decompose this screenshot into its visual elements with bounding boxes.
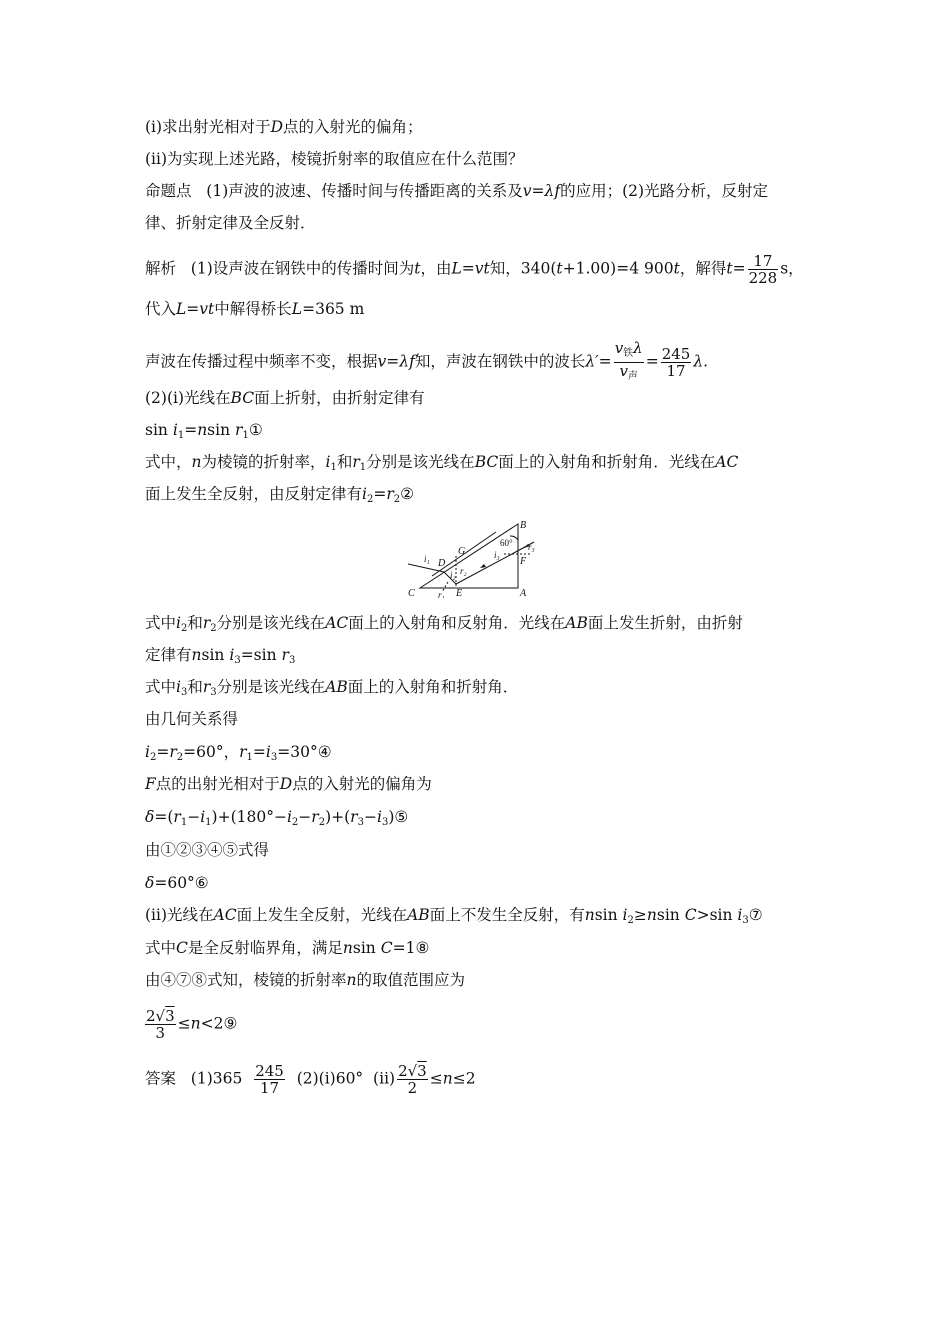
range-fraction: $\frac{2√3}{3}$ [146, 1007, 175, 1042]
critical-angle-line: 式中C是全反射临界角，满足nsin C=1⑧ [145, 939, 430, 957]
label-i3: i₃ [494, 550, 500, 560]
proposition-line-1: 命题点 (1)声波的波速、传播时间与传播距离的关系及v=λf的应用；(2)光路分析，反射定 [145, 182, 769, 200]
analysis-line-2: 代入L=vt中解得桥长L=365 m [145, 300, 365, 318]
question-i: (ⅰ)求出射光相对于D点的入射光的偏角； [145, 118, 423, 136]
wavelength-ratio-fraction: $\frac{245}{17}$ [661, 345, 691, 380]
equation-5: $\delta=(r_1-i_1)+(180^\circ-i_2-r_2)+(r_3-i_3)⑤$ [145, 808, 409, 828]
label-angle: 60° [500, 538, 513, 548]
explain-line-2: 面上发生全反射，由反射定律有$i_2=r_2②$ [145, 485, 415, 505]
label-i2: i₂ [450, 570, 456, 580]
equation-6: δ=60°⑥ [145, 874, 209, 892]
label-r2: r₂ [460, 566, 467, 576]
geometry-line: 由几何关系得 [145, 710, 239, 728]
deviation-intro: F点的出射光相对于D点的入射光的偏角为 [145, 775, 432, 793]
wavelength-fraction: $\frac{v_铁\lambda}{v_声}$ [614, 339, 643, 382]
combine-line: 由①②③④⑤式得 [145, 841, 270, 859]
label-r3: r₃ [528, 542, 535, 552]
label-i1: i₁ [424, 554, 430, 564]
label-B: B [520, 520, 527, 531]
label-A: A [520, 588, 527, 598]
prism-diagram [408, 516, 558, 602]
label-C: C [408, 588, 415, 598]
proposition-line-2: 律、折射定律及全反射． [145, 214, 316, 232]
equation-4: $i_2=r_2=60^\circ$，$r_1=i_3=30^\circ ④$ [145, 743, 332, 763]
answer-line: 答案 (1)365 $\frac{245}{17}$ (2)(ⅰ)60° (ⅱ) $\frac{2√3}{2}$ ≤n≤2 [145, 1062, 476, 1097]
explain-line-1: 式中，n为棱镜的折射率，$i_1$和$r_1$分别是该光线在BC面上的入射角和折射角．光线在AC [145, 453, 739, 473]
label-r1: r₁ [438, 590, 445, 598]
analysis-line-3: 声波在传播过程中频率不变，根据v=λf知，声波在钢铁中的波长λ′= $\frac{v_铁\lambda}{v_声}$ = $\frac{245}{17}$ λ. [145, 340, 708, 385]
label-D: D [438, 558, 446, 569]
explain-line-3: 式中$i_2$和$r_2$分别是该光线在AC面上的入射角和反射角．光线在AB面上发生折射，由折射 [145, 614, 743, 634]
label-E: E [456, 588, 463, 598]
part-ii-line: (ⅱ)光线在AC面上发生全反射，光线在AB面上不发生全反射，有nsin $i_2\ge nsin$ C>sin $i_3⑦$ [145, 906, 763, 926]
answer-fraction-1: $\frac{245}{17}$ [255, 1062, 284, 1097]
question-ii: (ⅱ)为实现上述光路，棱镜折射率的取值应在什么范围？ [145, 150, 524, 168]
range-intro: 由④⑦⑧式知，棱镜的折射率n的取值范围应为 [145, 971, 466, 989]
range-result: $\frac{2√3}{3}$ ≤n<2⑨ [146, 1007, 238, 1042]
explain-line-4: 定律有nsin $i_3=\sin$ $r_3$ [145, 646, 296, 666]
equation-1: $\sin i_1=nsin$ $r_1①$ [145, 421, 263, 441]
explain-line-5: 式中$i_3$和$r_3$分别是该光线在AB面上的入射角和折射角． [145, 678, 519, 698]
label-G: G [458, 546, 466, 557]
time-fraction: $\frac{17}{228}$ [748, 252, 778, 287]
analysis-line-1: 解析 (1)设声波在钢铁中的传播时间为t，由L=vt知，340(t+1.00)=4 900t，解得t= $\frac{17}{228}$ s， [145, 252, 804, 287]
answer-fraction-2: $\frac{2√3}{2}$ [398, 1062, 427, 1097]
label-F: F [520, 556, 527, 567]
part2-intro: (2)(ⅰ)光线在BC面上折射，由折射定律有 [145, 389, 425, 407]
